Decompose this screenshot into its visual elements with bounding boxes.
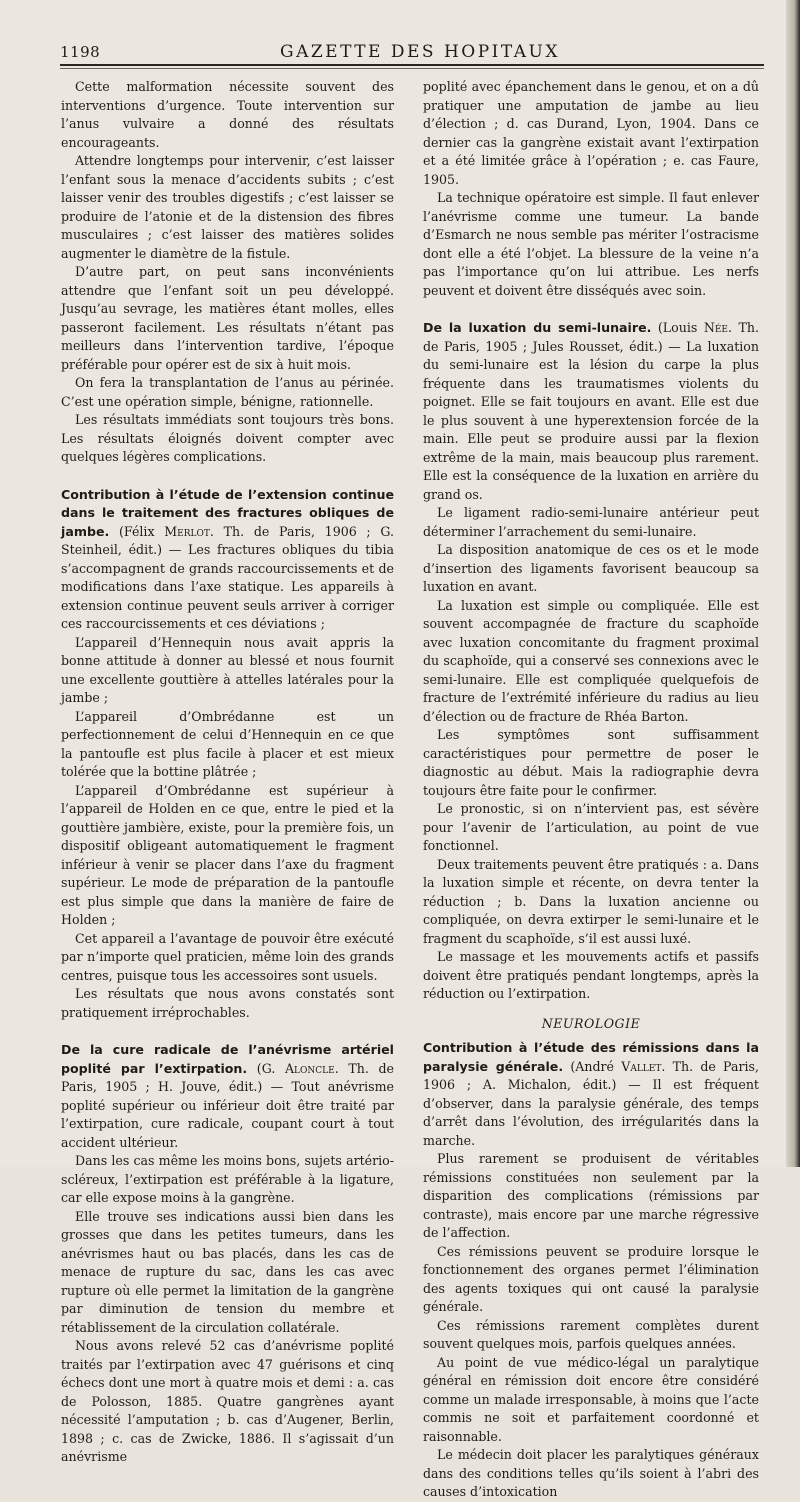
article-luxation (423, 319, 759, 1004)
page-number: 1198 (60, 43, 101, 61)
paragraph: Cet appareil a l’avantage de pouvoir être exécuté par n’importe quel praticien, même loin des grands centres, puisque tous les accessoires sont usuels. (61, 930, 394, 983)
paragraph: La technique opératoire est simple. Il faut enlever l’anévrisme comme une tumeur. La bande d’Esmarch ne nous semble pas mériter l’ostracisme dont elle a été l’objet. La blessure de la veine n’a pas l’importance qu’on lui attribue. Les nerfs peuvent et doivent être disséqués avec soin. (423, 190, 759, 298)
article-title: Contribution à l’étude des rémissions dans la paralysie générale. (423, 1040, 759, 1074)
article-lead (423, 1039, 759, 1150)
citation-text: . Th. de Paris, 1906 ; A. Michalon, édit.) — Il est fréquent d’observer, dans la paralysie générale, des temps d’arrêt dans l’évolution, des irrégularités dans la marche. (423, 1058, 759, 1148)
paragraph: Les symptômes sont suffisamment caractéristiques pour permettre de poser le diagnostic au début. Mais la radiographie devra toujours être faite pour le confirmer. (423, 727, 759, 798)
paragraph: Le pronostic, si on n’intervient pas, est sévère pour l’avenir de l’articulation, au point de vue fonctionnel. (423, 801, 759, 853)
citation-author: Vallet (621, 1058, 662, 1074)
page-header (60, 38, 780, 62)
page-edge-shadow (786, 0, 800, 1167)
citation-prefix: (Félix (109, 523, 165, 539)
paragraph: L’appareil d’Ombrédanne est supérieur à l’appareil de Holden en ce que, entre le pied et la gouttière jambière, existe, pour la première fois, un dispositif obligeant automatiquement le fragment inférieur à venir se placer dans l’axe du fragment supérieur. Le mode de préparation de la pantoufle est plus simple que dans la manière de faire de Holden ; (61, 782, 394, 927)
paragraph: La luxation est simple ou compliquée. Elle est souvent accompagnée de fracture du scaphoïde avec luxation concomitante du fragment proximal du scaphoïde, qui a conservé ses connexions avec le semi-lunaire. Elle est compliquée quelquefois de fracture de l’extrémité inférieure du radius au lieu d’élection ou de fracture de Rhéa Barton. (423, 597, 759, 724)
citation-author: Née (703, 320, 728, 335)
paragraph: Le massage et les mouvements actifs et passifs doivent être pratiqués pendant longtemps, après la réduction ou l’extirpation. (423, 949, 759, 1001)
paragraph: Nous avons relevé 52 cas d’anévrisme poplité traités par l’extirpation avec 47 guérisons et cinq échecs dont une mort à quatre mois et demi : a. cas de Polosson, 1885. Quatre gangrènes ayant nécessité l’amputation ; b. cas d’Augener, Berlin, 1898 ; c. cas de Zwicke, 1886. Il s’agissait d’un anévrisme (61, 1338, 394, 1464)
paragraph: Plus rarement se produisent de véritables rémissions constituées non seulement par la disparition des complications (rémissions par contraste), mais encore par une marche régressive de l’affection. (423, 1151, 759, 1240)
journal-title: GAZETTE DES HOPITAUX (279, 42, 560, 62)
paragraph: Cette malformation nécessite souvent des interventions d’urgence. Toute intervention sur l’anus vulvaire a donné des résultats encourageants. (61, 79, 394, 150)
article-anevrisme (61, 1041, 394, 1467)
paragraph: poplité avec épanchement dans le genou, et on a dû pratiquer une amputation de jambe au lieu d’élection ; d. cas Durand, Lyon, 1904. Dans ce dernier cas la gangrène existait avant l’extirpation et a été limitée grâce à l’opération ; e. cas Faure, 1905. (423, 79, 759, 187)
article-title: Contribution à l’étude de l’extension continue dans le traitement des fractures obliques de jambe. (61, 486, 394, 539)
paragraph: Dans les cas même les moins bons, sujets artério-scléreux, l’extirpation est préférable à la ligature, car elle expose moins à la gangrène. (61, 1153, 394, 1205)
paragraph: Le médecin doit placer les paralytiques généraux dans des conditions telles qu’ils soient à l’abri des causes d’intoxication (423, 1447, 759, 1499)
header-rule-thin (60, 68, 764, 69)
paragraph: La disposition anatomique de ces os et le mode d’insertion des ligaments favorisent beaucoup sa luxation en avant. (423, 542, 759, 594)
citation-text: . Th. de Paris, 1905 ; Jules Rousset, édit.) — La luxation du semi-lunaire est la lésion du carpe la plus fréquente dans les traumatismes violents du poignet. Elle se fait toujours en avant. Elle est due le plus souvent à une hyperextension forcée de la main. Elle peut se produire aussi par la flexion extrême de la main, mais beaucoup plus rarement. Elle est la conséquence de la luxation en arrière du grand os. (423, 320, 759, 502)
article-title: De la cure radicale de l’anévrisme artériel poplité par l’extirpation. (61, 1042, 394, 1076)
paragraph: Ces rémissions peuvent se produire lorsque le fonctionnement des organes permet l’élimination des agents toxiques qui ont causé la paralysie générale. (423, 1243, 759, 1314)
article-lead (61, 486, 394, 634)
paragraph: Deux traitements peuvent être pratiqués : a. Dans la luxation simple et récente, on devra tenter la réduction ; b. Dans la luxation ancienne ou compliquée, on devra extirper le semi-lunaire et le fragment du scaphoïde, s’il est aussi luxé. (423, 856, 759, 946)
paragraph: Au point de vue médico-légal un paralytique général en rémission doit encore être considéré comme un malade irresponsable, à moins que l’acte commis ne soit et parfaitement coordonné et raisonnable. (423, 1354, 759, 1444)
paragraph: D’autre part, on peut sans inconvénients attendre que l’enfant soit un peu développé. Jusqu’au sevrage, les matières étant molles, elles passeront facilement. Les résultats n’étant pas meilleurs dans l’intervention tardive, l’époque préférable pour opérer est de six à huit mois. (61, 264, 394, 372)
citation-prefix: (Louis (651, 320, 704, 335)
paragraph: Les résultats que nous avons constatés sont pratiquement irréprochables. (61, 986, 394, 1020)
article-paralysie (423, 1039, 759, 1502)
citation-author: Merlot (164, 523, 210, 539)
left-column (61, 78, 394, 1467)
section-rubric: NEUROLOGIE (541, 1015, 641, 1031)
citation-text: . Th. de Paris, 1905 ; H. Jouve, édit.) — Tout anévrisme poplité supérieur ou inférieur doit être traité par l’extirpation, cure radicale, coupant court à tout accident ultérieur. (61, 1060, 394, 1150)
citation-text: . Th. de Paris, 1906 ; G. Steinheil, édit.) — Les fractures obliques du tibia s’accompagnent de grands raccourcissements et de modifications dans l’axe statique. Les appareils à extension continue peuvent seuls arriver à corriger ces raccourcissements et ces déviations ; (61, 523, 394, 631)
paragraph: L’appareil d’Ombrédanne est un perfectionnement de celui d’Hennequin en ce que la pantoufle est plus facile à placer et est mieux tolérée que la bottine plâtrée ; (61, 708, 394, 779)
article-lead (61, 1041, 394, 1152)
paragraph: Le ligament radio-semi-lunaire antérieur peut déterminer l’arrachement du semi-lunaire. (423, 505, 759, 539)
right-column (423, 78, 759, 1502)
paragraph: Ces rémissions rarement complètes durent souvent quelques mois, parfois quelques années. (423, 1317, 759, 1351)
article-fractures (61, 486, 394, 1023)
paragraph: Les résultats immédiats sont toujours très bons. Les résultats éloignés doivent compter avec quelques légères complications. (61, 412, 394, 464)
paragraph: Elle trouve ses indications aussi bien dans les grosses que dans les petites tumeurs, dans les anévrismes haut ou bas placés, dans les cas de menace de rupture du sac, dans les cas avec rupture où elle permet la limitation de la gangrène par diminution de tension du membre et rétablissement de la circulation collatérale. (61, 1208, 394, 1335)
article-title: De la luxation du semi-lunaire. (423, 320, 652, 335)
citation-prefix: (G. (247, 1060, 285, 1076)
citation-prefix: (André (563, 1058, 622, 1074)
paragraph: On fera la transplantation de l’anus au périnée. C’est une opération simple, bénigne, rationnelle. (61, 375, 394, 409)
article-lead (423, 319, 759, 504)
paragraph: L’appareil d’Hennequin nous avait appris la bonne attitude à donner au blessé et nous fournit une excellente gouttière à attelles latérales pour la jambe ; (61, 634, 394, 705)
header-rule (60, 64, 764, 66)
paragraph: Attendre longtemps pour intervenir, c’est laisser l’enfant sous la menace d’accidents subits ; c’est laisser venir des troubles digestifs ; c’est laisser se produire de l’atonie et de la distension des fibres musculaires ; c’est laisser des matières solides augmenter le diamètre de la fistule. (61, 153, 394, 261)
citation-author: Aloncle (284, 1060, 335, 1076)
